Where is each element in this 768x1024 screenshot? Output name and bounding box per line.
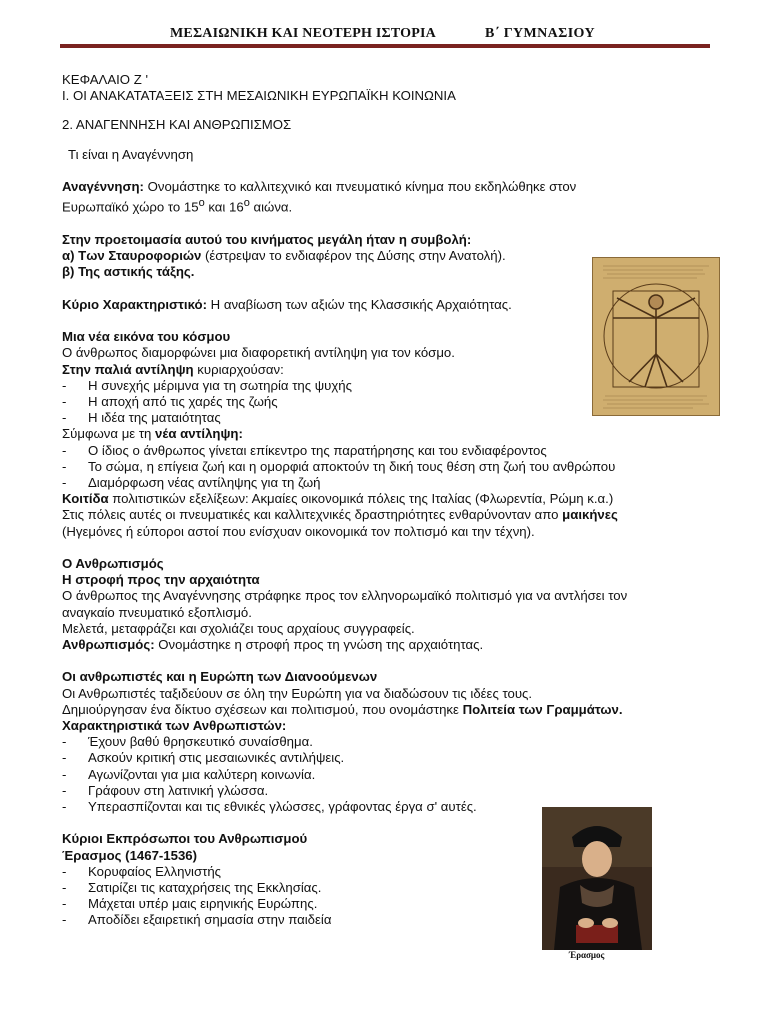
section-title: Ι. ΟΙ ΑΝΑΚΑΤΑΤΑΞΕΙΣ ΣΤΗ ΜΕΣΑΙΩΝΙΚΗ ΕΥΡΩΠΑΪΚΗ ΚΟΙΝΩΝΙΑ (62, 88, 456, 104)
list-item: - Διαμόρφωση νέας αντίληψης για τη ζωή (62, 475, 321, 490)
contribution-b: β) Της αστικής τάξης. (62, 264, 195, 280)
list-item: - Ο ίδιος ο άνθρωπος γίνεται επίκεντρο της παρατήρησης και του ενδιαφέροντος (62, 442, 547, 458)
list-item: - Ασκούν κριτική στις μεσαιωνικές αντιλήψεις. (62, 750, 345, 766)
portrait-caption: Έρασμος (569, 950, 605, 960)
list-item: - Η ιδέα της ματαιότητας (62, 410, 221, 426)
humanism-line: αναγκαίο πνευματικό εξοπλισμό. (62, 604, 252, 620)
humanists-line: Δημιούργησαν ένα δίκτυο σχέσεων και πολιτισμού, που ονομάστηκε Πολιτεία των Γραμμάτων. (62, 701, 623, 717)
list-item: - Έχουν βαθύ θρησκευτικό συναίσθημα. (62, 734, 313, 750)
list-item: - Το σώμα, η επίγεια ζωή και η ομορφιά αποκτούν τη δική τους θέση στη ζωή του ανθρώπου (62, 458, 616, 474)
humanists-line: Οι Ανθρωπιστές ταξιδεύουν σε όλη την Ευρώπη για να διαδώσουν τις ιδέες τους. (62, 685, 533, 701)
chapter-title: ΚΕΦΑΛΑΙΟ Ζ ' (62, 72, 148, 87)
main-feature: Κύριο Χαρακτηριστικό: Η αναβίωση των αξιών της Κλασσικής Αρχαιότητας. (62, 296, 512, 312)
humanism-line: Ο άνθρωπος της Αναγέννησης στράφηκε προς τον ελληνορωμαϊκό πολιτισμό για να αντλήσει τον (62, 588, 628, 604)
list-item: - Γράφουν στη λατινική γλώσσα. (62, 782, 269, 798)
erasmus-heading: Έρασμος (1467-1536) (62, 847, 198, 863)
humanists-heading: Οι ανθρωπιστές και η Ευρώπη των Διανοούμενων (62, 669, 378, 685)
list-item: - Αγωνίζονται για μια καλύτερη κοινωνία. (62, 766, 316, 782)
contribution-heading: Στην προετοιμασία αυτού του κινήματος μεγάλη ήταν η συμβολή: (62, 231, 472, 247)
document-body (62, 72, 714, 929)
humanism-line: Μελετά, μεταφράζει και σχολιάζει τους αρχαίους συγγραφείς. (62, 620, 415, 636)
patrons-line: Στις πόλεις αυτές οι πνευματικές και καλλιτεχνικές δραστηριότητες ενθαρύνονταν απο μαικήνες (62, 507, 618, 523)
humanism-heading: Ο Ανθρωπισμός (62, 556, 164, 571)
list-item: - Η συνεχής μέριμνα για τη σωτηρία της ψυχής (62, 377, 352, 393)
erasmus-portrait (542, 807, 652, 950)
vitruvian-man-image (592, 257, 720, 416)
header-grade: Β΄ ΓΥΜΝΑΣΙΟΥ (485, 26, 595, 41)
list-item: - Αποδίδει εξαιρετική σημασία στην παιδεία (62, 912, 332, 928)
patrons-line-cont: (Ηγεμόνες ή εύποροι αστοί που ενίσχυαν οικονομικά τον πολτισμό και την τέχνη). (62, 523, 535, 539)
list-item: - Υπερασπίζονται και τις εθνικές γλώσσες, γράφοντας έργα σ' αυτές. (62, 799, 477, 815)
header-subject: ΜΕΣΑΙΩΝΙΚΗ ΚΑΙ ΝΕΟΤΕΡΗ ΙΣΤΟΡΙΑ (170, 26, 436, 41)
traits-heading: Χαρακτηριστικά των Ανθρωπιστών: (62, 718, 287, 734)
list-item: - Σατιρίζει τις καταχρήσεις της Εκκλησίας. (62, 880, 322, 896)
renaissance-definition-cont: Ευρωπαϊκό χώρο το $15^o$ και $16^o$ αιώνα. (62, 197, 293, 215)
contribution-a: α) Των Σταυροφοριών (έστρεψαν το ενδιαφέρον της Δύσης στην Ανατολή). (62, 248, 506, 264)
renaissance-term: Αναγέννηση: (62, 179, 144, 194)
humanism-definition: Ανθρωπισμός: Ονομάστηκε η στροφή προς τη γνώση της αρχαιότητας. (62, 637, 484, 653)
topic-heading: Τι είναι η Αναγέννηση (68, 146, 194, 162)
list-item: - Η αποχή από τις χαρές της ζωής (62, 393, 278, 409)
header-rule (60, 44, 710, 48)
humanism-subheading: Η στροφή προς την αρχαιότητα (62, 572, 260, 588)
subsection-title: 2. ΑΝΑΓΕΝΝΗΣΗ ΚΑΙ ΑΝΘΡΩΠΙΣΜΟΣ (62, 117, 292, 133)
representatives-heading: Κύριοι Εκπρόσωποι του Ανθρωπισμού (62, 831, 308, 847)
list-item: - Κορυφαίος Ελληνιστής (62, 863, 222, 879)
cradle-line: Κοιτίδα πολιτιστικών εξελίξεων: Ακμαίες οικονομικά πόλεις της Ιταλίας (Φλωρεντία, Ρώμη κ.α.) (62, 491, 614, 507)
old-view: Στην παλιά αντίληψη κυριαρχούσαν: (62, 361, 284, 377)
list-item: - Μάχεται υπέρ μαις ειρηνικής Ευρώπης. (62, 896, 318, 912)
new-image-heading: Μια νέα εικόνα του κόσμου (62, 329, 231, 345)
new-view: Σύμφωνα με τη νέα αντίληψη: (62, 426, 243, 442)
renaissance-definition: Αναγέννηση: Ονομάστηκε το καλλιτεχνικό και πνευματικό κίνημα που εκδηλώθηκε στον (62, 179, 577, 194)
new-image-line: Ο άνθρωπος διαμορφώνει μια διαφορετική αντίληψη για τον κόσμο. (62, 345, 455, 361)
